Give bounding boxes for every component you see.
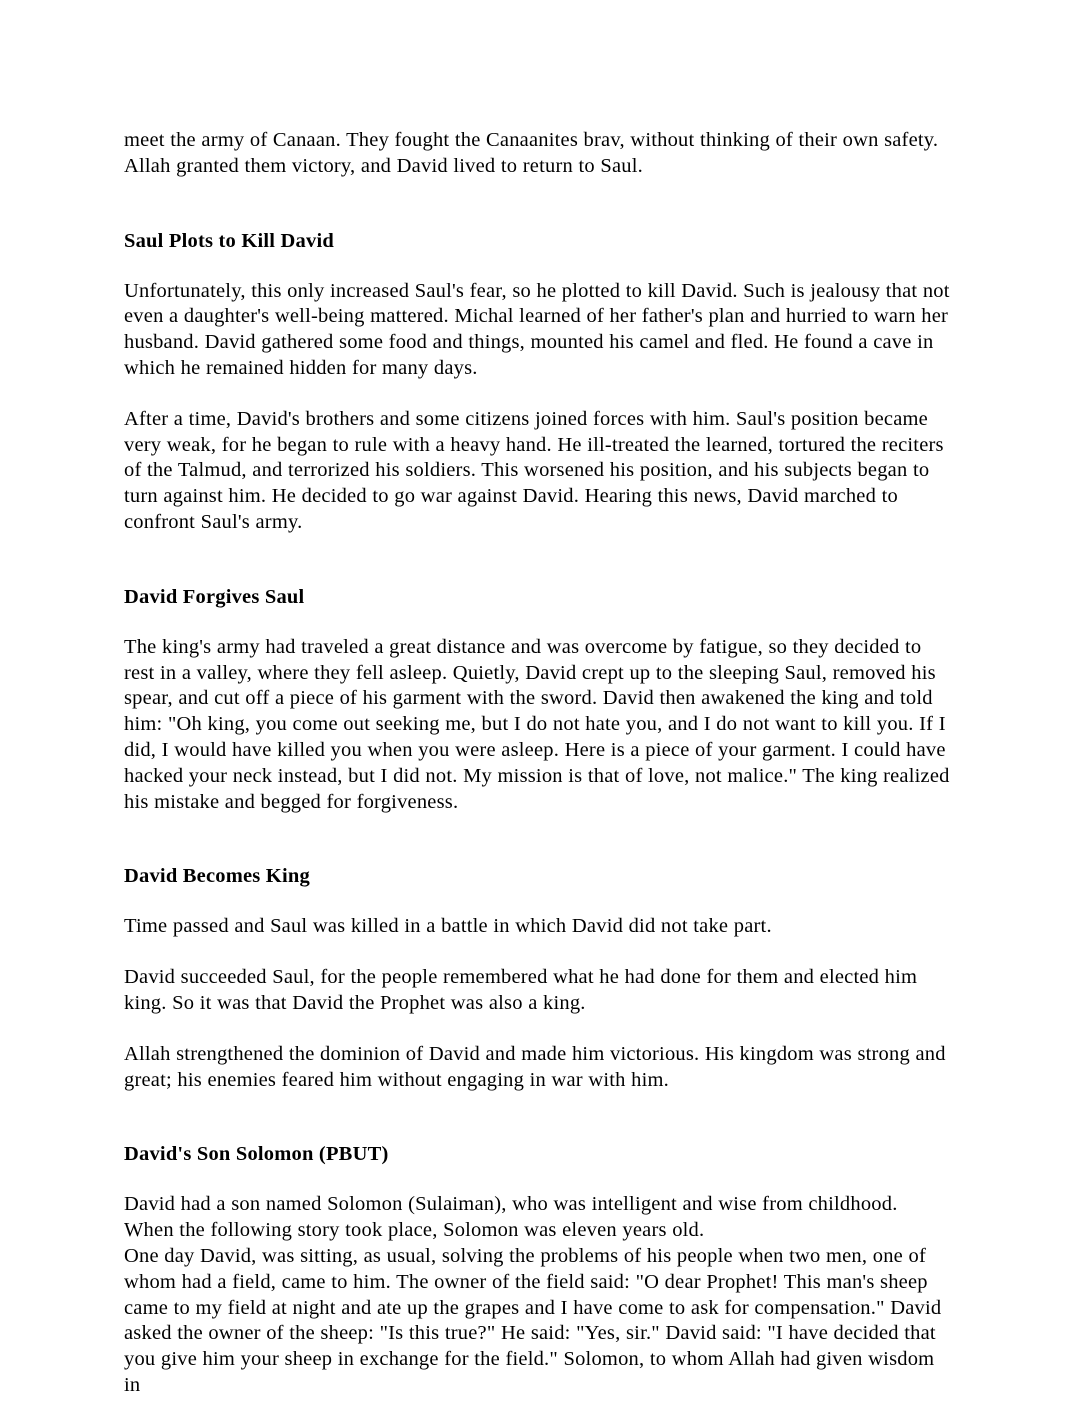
paragraph-saul-weak-position: After a time, David's brothers and some citizens joined forces with him. Saul's position became very weak, for he began to rule with a heavy hand. He ill-treated the learned, tortured the reciters of the Talmud, and terrorized his soldiers. This worsened his position, and his subjects began to turn against him. He decided to go war against David. Hearing this news, David marched to confront Saul's army. [124, 407, 944, 533]
paragraph-david-elected-king: David succeeded Saul, for the people remembered what he had done for them and elected him king. So it was that David the Prophet was also a king. [124, 966, 918, 1014]
paragraph-david-spares-saul: The king's army had traveled a great distance and was overcome by fatigue, so they decided to rest in a valley, where they fell asleep. Quietly, David crept up to the sleeping Saul, removed his spear, and cut off a piece of his garment with the sword. David then awakened the king and told him: "Oh king, you come out seeking me, but I do not hate you, and I do not want to kill you. If I did, I would have killed you when you were asleep. Here is a piece of your garment. I could have hacked your neck instead, but I did not. My mission is that of love, not malice." The king realized his mistake and begged for forgiveness. [124, 635, 950, 813]
document-text-column [124, 128, 952, 1424]
paragraph-saul-killed: Time passed and Saul was killed in a battle in which David did not take part. [124, 915, 772, 938]
paragraph-saul-jealousy: Unfortunately, this only increased Saul's fear, so he plotted to kill David. Such is jealousy that not even a daughter's well-being mattered. Michal learned of her father's plan and hurried to warn her husband. David gathered some food and things, mounted his camel and fled. He found a cave in which he remained hidden for many days. [124, 279, 950, 379]
heading-david-becomes-king: David Becomes King [124, 865, 310, 888]
heading-david-forgives-saul: David Forgives Saul [124, 585, 305, 608]
heading-davids-son-solomon: David's Son Solomon (PBUT) [124, 1143, 389, 1166]
paragraph-canaan-battle: meet the army of Canaan. They fought the Canaanites brav, without thinking of their own safety. Allah granted them victory, and David lived to return to Saul. [124, 129, 939, 177]
heading-saul-plots-to-kill-david: Saul Plots to Kill David [124, 229, 334, 252]
paragraph-solomon-childhood: David had a son named Solomon (Sulaiman), who was intelligent and wise from childhood. When the following story took place, Solomon was eleven years old. [124, 1193, 898, 1242]
paragraph-david-dominion: Allah strengthened the dominion of David and made him victorious. His kingdom was strong and great; his enemies feared him without engaging in war with him. [124, 1042, 946, 1091]
paragraph-sheep-and-field-dispute: One day David, was sitting, as usual, solving the problems of his people when two men, one of whom had a field, came to him. The owner of the field said: "O dear Prophet! This man's sheep came to my field at night and ate up the grapes and I have come to ask for compensation." David asked the owner of the sheep: "Is this true?" He said: "Yes, sir." David said: "I have decided that you give him your sheep in exchange for the field." Solomon, to whom Allah had given wisdom in [124, 1244, 942, 1396]
